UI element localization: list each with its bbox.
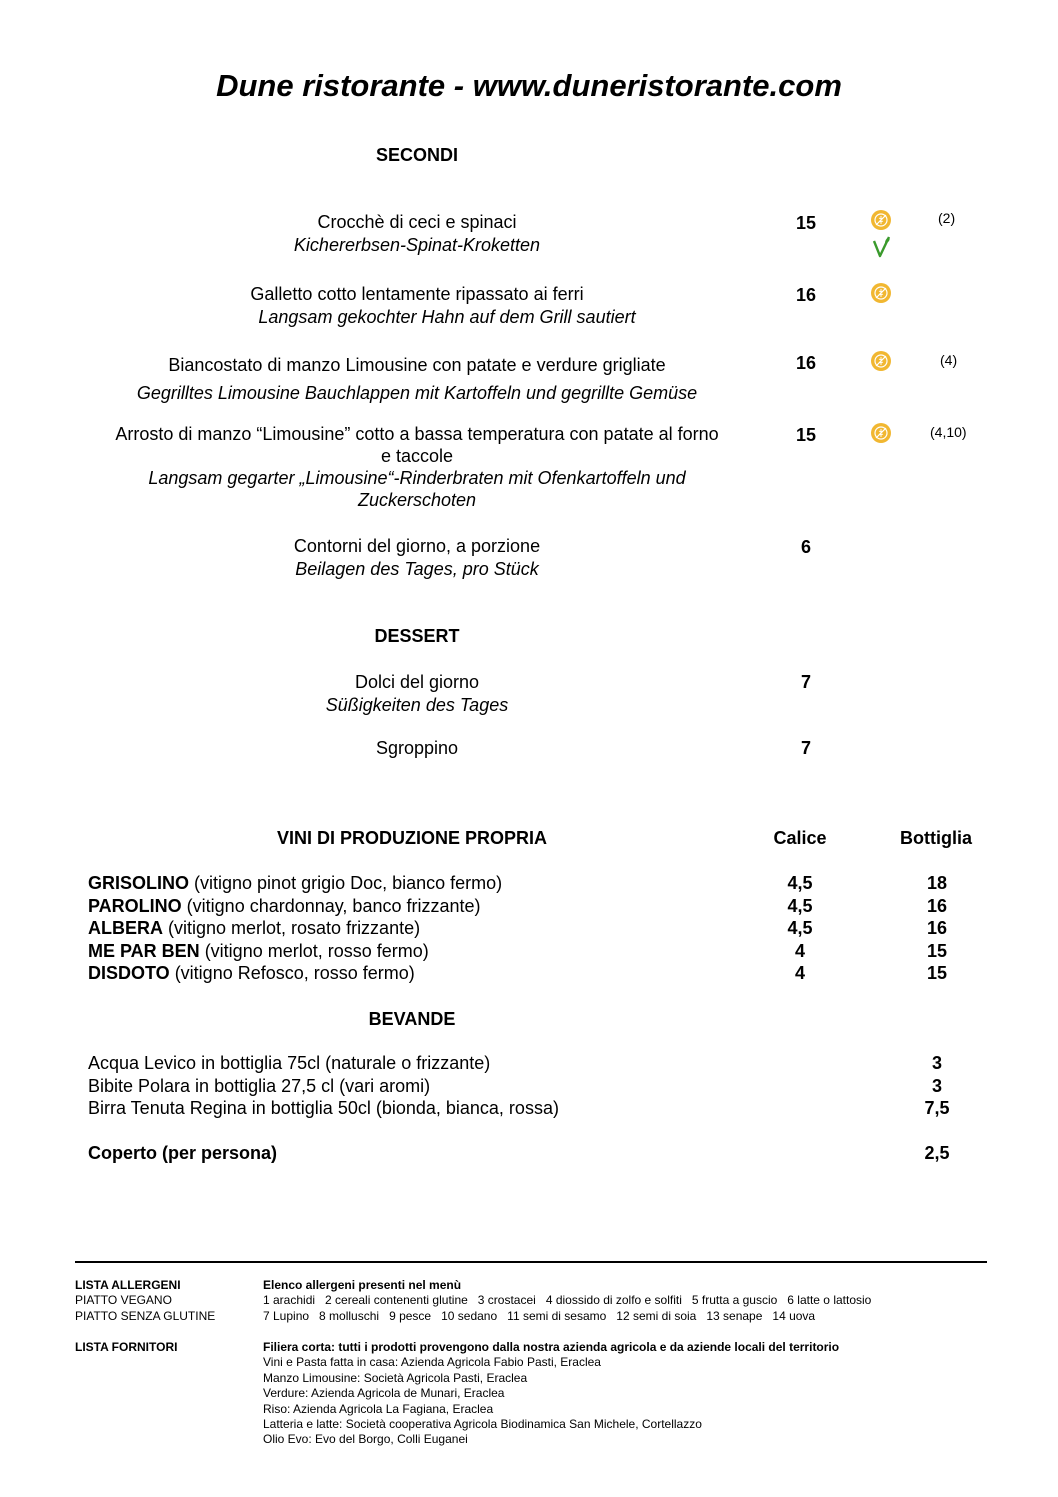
allergeni-line: 7 Lupino 8 molluschi 9 pesce 10 sedano 11 semi di sesamo 12 semi di soia 13 senape 14 uova [263, 1308, 816, 1323]
allergeni-heading: Elenco allergeni presenti nel menù [263, 1278, 462, 1292]
wine-price-bottiglia: 18 [926, 873, 948, 893]
coperto-label: Coperto (per persona) [88, 1143, 278, 1163]
dish-price: 7 [800, 738, 811, 758]
dish-name-de: Langsam gekochter Hahn auf dem Grill sautiert [258, 307, 636, 327]
wine-price-calice: 4,5 [787, 895, 813, 916]
menu-item [60, 737, 774, 760]
menu-item [60, 535, 774, 581]
allergen-codes: (2) [938, 210, 956, 226]
gluten-free-icon [871, 210, 891, 230]
label-piatto-vegano: PIATTO VEGANO [75, 1293, 172, 1308]
drinks-list [88, 1052, 968, 1120]
wine-desc: (vitigno merlot, rosso fermo) [199, 940, 429, 961]
menu-item [60, 423, 774, 511]
fornitore-line: Riso: Azienda Agricola La Fagiana, Eraclea [263, 1401, 494, 1416]
dish-name-it: Arrosto di manzo “Limousine” cotto a bassa temperatura con patate al forno [115, 424, 719, 444]
section-heading-dessert: DESSERT [374, 626, 460, 646]
section-heading-secondi: SECONDI [375, 145, 458, 165]
label-lista-fornitori [75, 1340, 177, 1355]
column-header-calice: Calice [773, 828, 827, 848]
drink-name: Acqua Levico in bottiglia 75cl (naturale o frizzante) [88, 1053, 491, 1073]
fornitore-line: Olio Evo: Evo del Borgo, Colli Euganei [263, 1432, 468, 1447]
wine-name: ALBERA [88, 918, 163, 938]
wine-desc: (vitigno pinot grigio Doc, bianco fermo) [189, 873, 503, 893]
gluten-free-icon [871, 283, 891, 303]
dish-name-de: Beilagen des Tages, pro Stück [295, 559, 539, 579]
vegan-icon [871, 235, 893, 259]
dish-name-de-cont: Zuckerschoten [357, 490, 477, 510]
wine-list [88, 872, 968, 985]
footer-divider [75, 1261, 987, 1263]
wine-name: ME PAR BEN [88, 940, 200, 961]
dish-name-it: Sgroppino [375, 738, 459, 758]
gluten-free-icon [871, 423, 891, 443]
coperto-price: 2,5 [924, 1143, 950, 1163]
wine-row [88, 872, 968, 895]
fornitore-line: Vini e Pasta fatta in casa: Azienda Agricola Fabio Pasti, Eraclea [263, 1355, 601, 1370]
dish-name-it-cont: e taccole [380, 446, 454, 466]
dish-name-it: Crocchè di ceci e spinaci [317, 212, 517, 232]
drink-price: 3 [931, 1053, 942, 1073]
drink-price: 7,5 [924, 1098, 950, 1118]
wine-desc: (vitigno Refosco, rosso fermo) [169, 963, 415, 983]
wine-price-bottiglia: 16 [926, 895, 948, 916]
wine-price-bottiglia: 15 [926, 940, 948, 961]
dish-name-it: Contorni del giorno, a porzione [293, 536, 541, 556]
dish-name-de: Gegrilltes Limousine Bauchlappen mit Kartoffeln und gegrillte Gemüse [136, 383, 698, 403]
drink-row [88, 1097, 968, 1120]
wine-name: GRISOLINO [88, 873, 190, 893]
wine-price-calice: 4 [794, 963, 805, 983]
drink-name: Bibite Polara in bottiglia 27,5 cl (vari aromi) [88, 1075, 431, 1096]
drink-row [88, 1052, 968, 1075]
drink-price: 3 [931, 1075, 942, 1096]
footer-allergeni [263, 1278, 1003, 1324]
dish-name-de: Langsam gegarter „Limousine“-Rinderbraten mit Ofenkartoffeln und [148, 468, 686, 488]
lista-fornitori-text: LISTA FORNITORI [75, 1340, 178, 1354]
drink-name: Birra Tenuta Regina in bottiglia 50cl (bionda, bianca, rossa) [88, 1098, 559, 1118]
dish-name-de: Kichererbsen-Spinat-Kroketten [293, 235, 541, 255]
wine-desc: (vitigno merlot, rosato frizzante) [163, 918, 421, 938]
dish-price: 7 [800, 672, 811, 692]
fornitore-line: Manzo Limousine: Società Agricola Pasti, Eraclea [263, 1370, 528, 1385]
wine-price-bottiglia: 15 [926, 963, 948, 983]
column-header-bottiglia: Bottiglia [900, 828, 972, 848]
wine-row [88, 917, 968, 940]
wine-name: DISDOTO [88, 963, 170, 983]
allergeni-line: 1 arachidi 2 cereali contenenti glutine 3 crostacei 4 diossido di zolfo e solfiti 5 frutta a guscio 6 latte o lattosio [263, 1293, 872, 1308]
dish-name-it: Galletto cotto lentamente ripassato ai ferri [250, 284, 584, 304]
gluten-free-icon [871, 351, 891, 371]
allergen-codes: (4) [940, 352, 958, 368]
footer-fornitori [263, 1340, 1003, 1448]
label-piatto-senza-glutine: PIATTO SENZA GLUTINE [75, 1308, 216, 1323]
drink-row [88, 1075, 968, 1098]
wine-row [88, 895, 968, 918]
dish-name-de: Süßigkeiten des Tages [325, 695, 509, 715]
wine-price-calice: 4,5 [787, 918, 813, 938]
section-heading-bevande: BEVANDE [368, 1009, 456, 1029]
wine-name: PAROLINO [88, 895, 182, 916]
menu-item [60, 211, 774, 257]
coperto-row [88, 1142, 968, 1165]
wine-price-calice: 4,5 [787, 873, 813, 893]
dish-price: 16 [795, 353, 817, 373]
wine-price-calice: 4 [794, 940, 805, 961]
dish-price: 15 [795, 425, 817, 445]
dish-name-it: Dolci del giorno [354, 672, 480, 692]
dish-price: 15 [795, 213, 817, 233]
label-lista-allergeni: LISTA ALLERGENI [75, 1278, 181, 1292]
menu-item [60, 351, 774, 407]
section-heading-vini: VINI DI PRODUZIONE PROPRIA [276, 828, 548, 848]
menu-item [60, 671, 774, 717]
wine-desc: (vitigno chardonnay, banco frizzante) [181, 895, 481, 916]
dish-name-it: Biancostato di manzo Limousine con patate e verdure grigliate [168, 355, 666, 375]
fornitore-line: Latteria e latte: Società cooperativa Agricola Biodinamica San Michele, Cortellazzo [263, 1417, 702, 1432]
wine-row [88, 962, 968, 985]
menu-item [60, 283, 774, 329]
dish-price: 6 [800, 537, 811, 557]
dish-price: 16 [795, 285, 817, 305]
fornitore-line: Verdure: Azienda Agricola de Munari, Eraclea [263, 1386, 505, 1401]
wine-row [88, 940, 968, 963]
fornitori-heading: Filiera corta: tutti i prodotti provengono dalla nostra azienda agricola e da aziende locali del territorio [263, 1340, 840, 1354]
allergen-codes: (4,10) [930, 424, 967, 440]
footer-labels [75, 1278, 215, 1324]
page-title: Dune ristorante - www.duneristorante.com [216, 68, 842, 103]
wine-price-bottiglia: 16 [926, 918, 948, 938]
